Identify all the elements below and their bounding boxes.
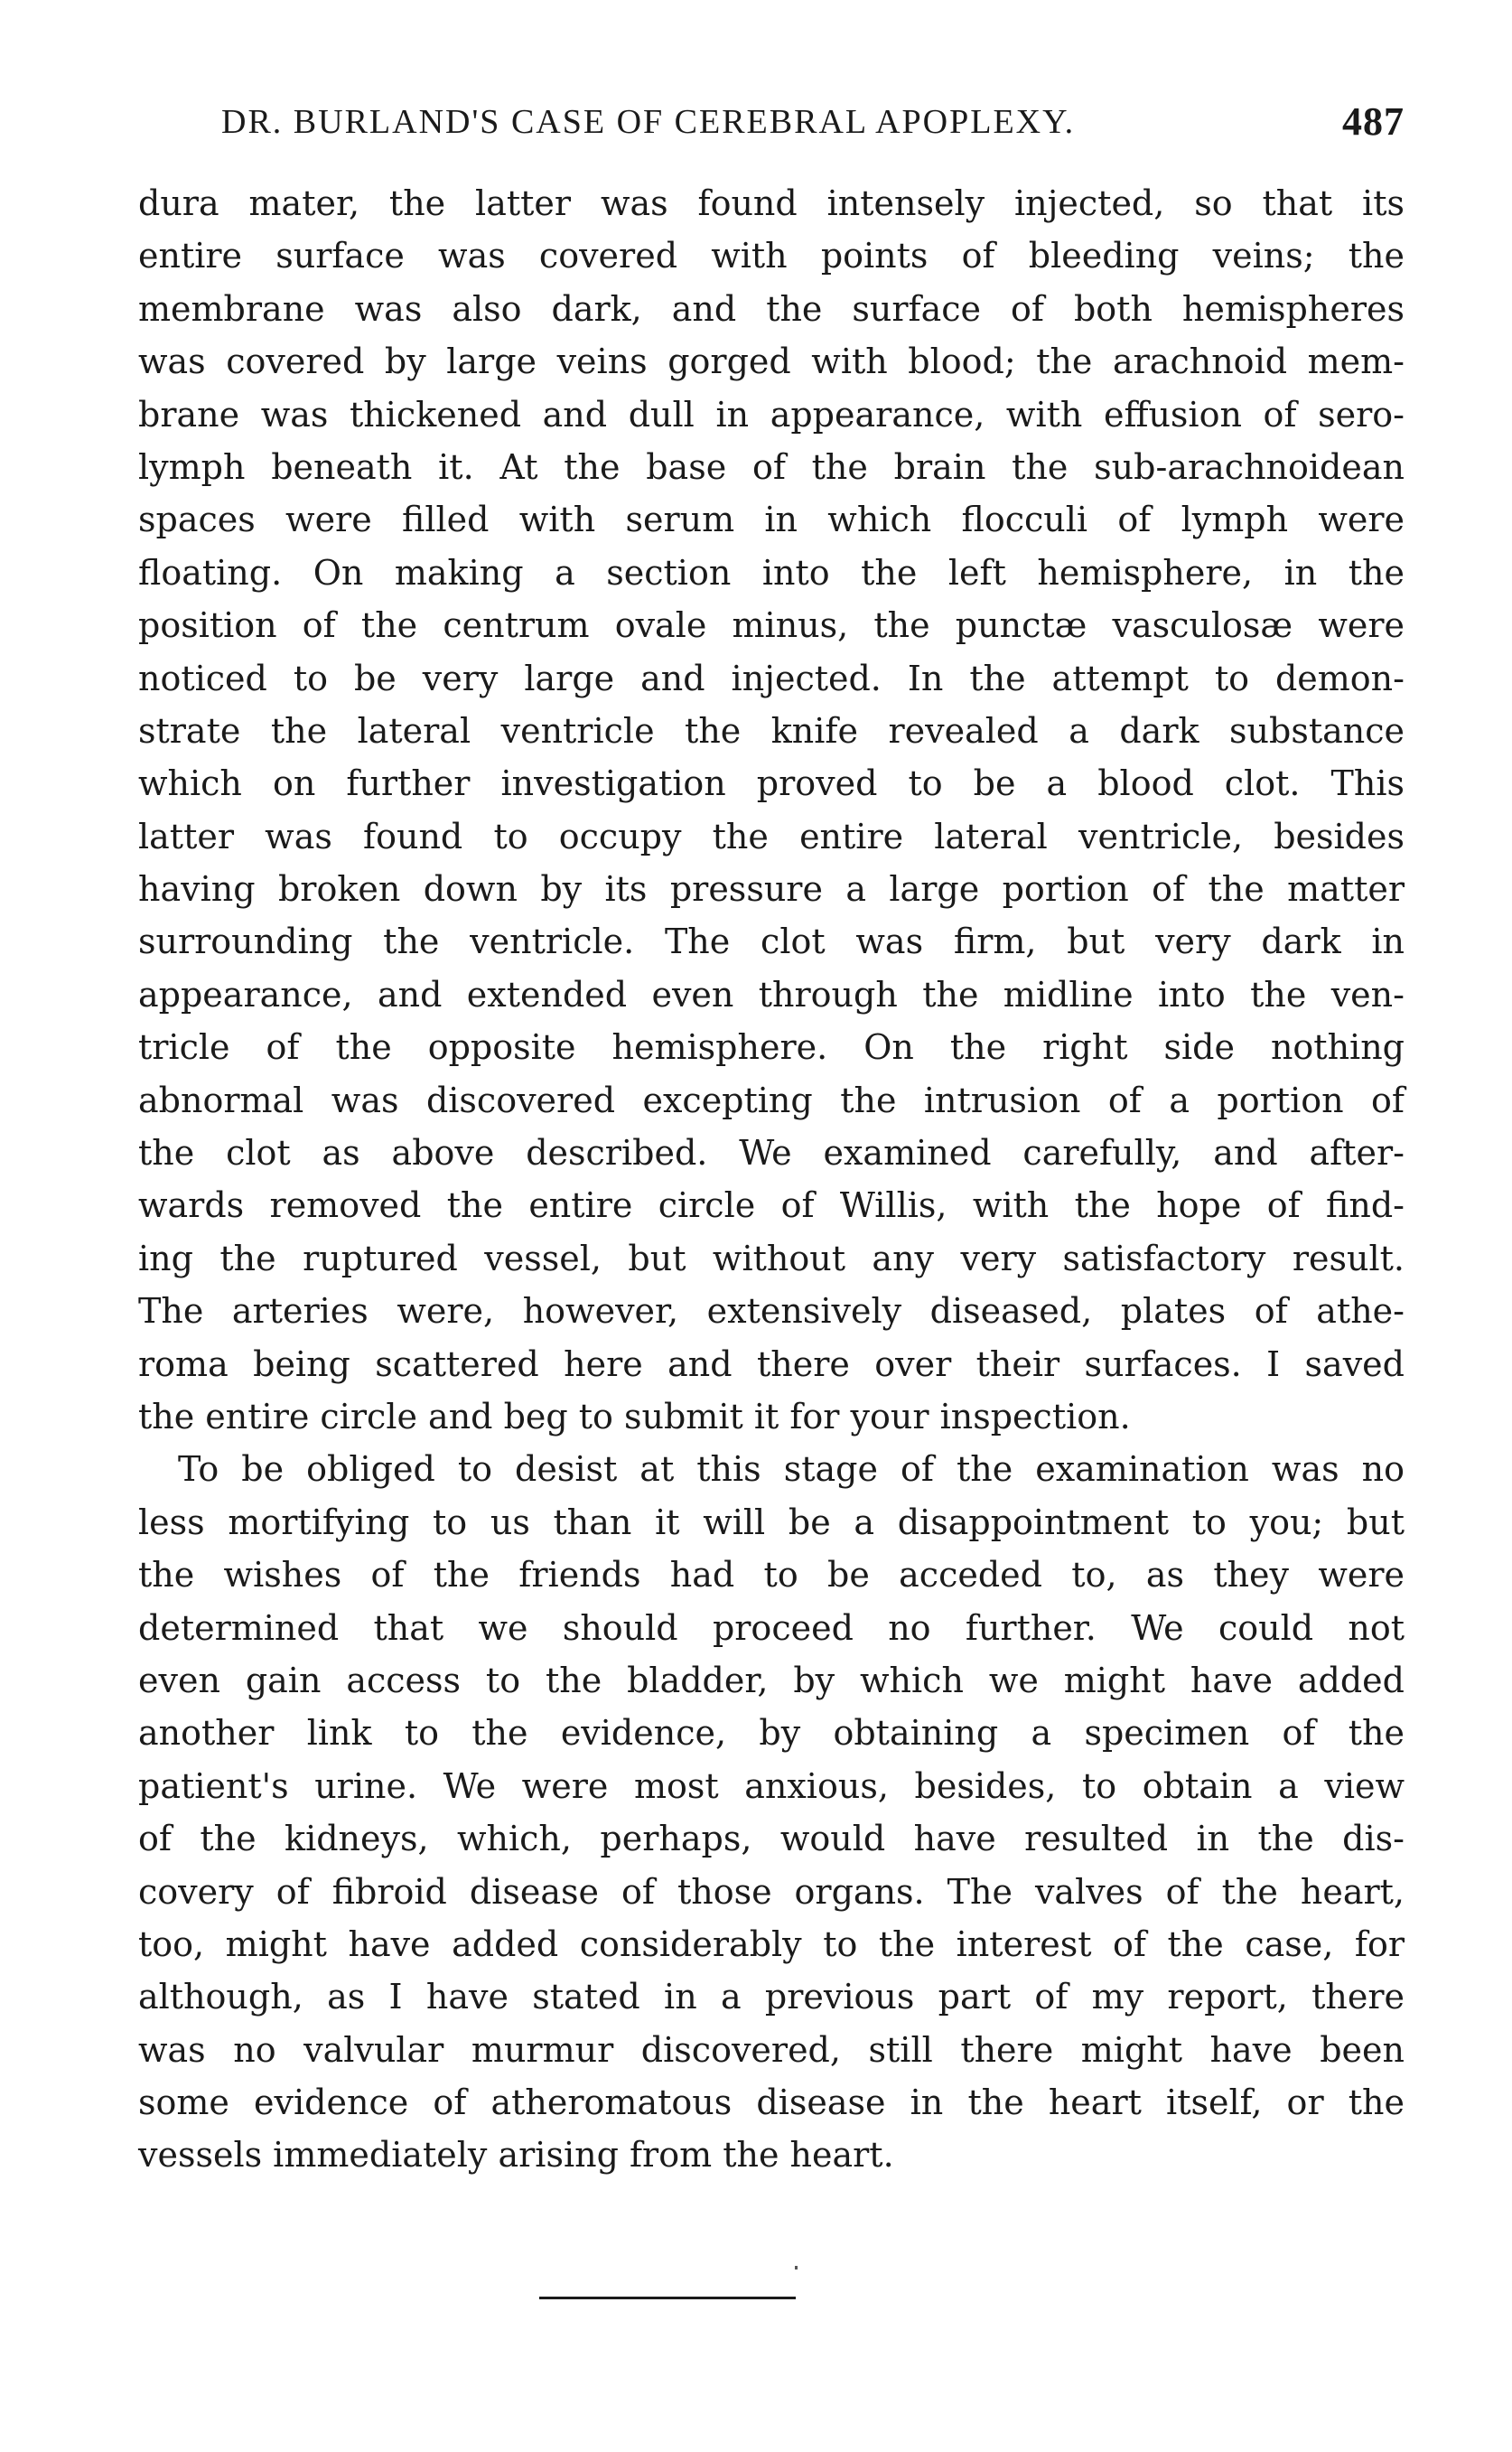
text-line: some evidence of atheromatous disease in the heart itself, or the [138, 2082, 1405, 2123]
text-line: brane was thickened and dull in appearance, with effusion of sero- [138, 394, 1405, 435]
text-line: abnormal was discovered excepting the intrusion of a portion of [138, 1080, 1405, 1120]
body-text [138, 177, 1405, 2182]
text-line: wards removed the entire circle of Willis, with the hope of find- [138, 1185, 1405, 1226]
print-speck [795, 2266, 798, 2270]
text-line: dura mater, the latter was found intensely injected, so that its [138, 183, 1405, 223]
text-line: the entire circle and beg to submit it for your inspection. [138, 1396, 1131, 1437]
text-line: although, as I have stated in a previous part of my report, there [138, 1977, 1405, 2017]
text-line: determined that we should proceed no further. We could not [138, 1607, 1405, 1648]
text-line: ing the ruptured vessel, but without any very satisfactory result. [138, 1238, 1405, 1278]
text-line: noticed to be very large and injected. In the attempt to demon- [138, 658, 1405, 698]
text-line: surrounding the ventricle. The clot was firm, but very dark in [138, 922, 1405, 962]
text-line: To be obliged to desist at this stage of the examination was no [178, 1449, 1405, 1490]
text-line: the clot as above described. We examined carefully, and after- [138, 1133, 1405, 1174]
text-line: entire surface was covered with points of bleeding veins; the [138, 236, 1405, 276]
text-line: The arteries were, however, extensively diseased, plates of athe- [138, 1291, 1405, 1332]
text-line: tricle of the opposite hemisphere. On the right side nothing [138, 1027, 1405, 1068]
text-line: having broken down by its pressure a large portion of the matter [138, 869, 1405, 910]
text-line: position of the centrum ovale minus, the punctæ vasculosæ were [138, 605, 1405, 646]
text-line: spaces were filled with serum in which flocculi of lymph were [138, 500, 1405, 540]
text-line: appearance, and extended even through the midline into the ven- [138, 974, 1405, 1015]
text-line: which on further investigation proved to be a blood clot. This [138, 763, 1405, 804]
text-line: another link to the evidence, by obtaining a specimen of the [138, 1713, 1405, 1754]
text-line: latter was found to occupy the entire lateral ventricle, besides [138, 816, 1405, 856]
text-line: less mortifying to us than it will be a disappointment to you; but [138, 1502, 1405, 1542]
page-number: 487 [1342, 99, 1405, 144]
running-title: DR. BURLAND'S CASE OF CEREBRAL APOPLEXY. [221, 103, 1076, 141]
text-line: strate the lateral ventricle the knife revealed a dark substance [138, 710, 1405, 751]
running-head [221, 98, 1405, 146]
text-line: was no valvular murmur discovered, still there might have been [138, 2029, 1405, 2070]
text-line: of the kidneys, which, perhaps, would have resulted in the dis- [138, 1819, 1405, 1859]
text-line: even gain access to the bladder, by which we might have added [138, 1660, 1405, 1700]
text-line: vessels immediately arising from the heart. [138, 2135, 894, 2176]
footer-rule [539, 2297, 796, 2299]
paragraph [138, 177, 1405, 1443]
text-line: covery of fibroid disease of those organs. The valves of the heart, [138, 1871, 1405, 1912]
text-line: too, might have added considerably to the interest of the case, for [138, 1923, 1405, 1964]
text-line: floating. On making a section into the left hemisphere, in the [138, 552, 1405, 593]
text-line: lymph beneath it. At the base of the brain the sub-arachnoidean [138, 446, 1405, 487]
text-line: membrane was also dark, and the surface of both hemispheres [138, 288, 1405, 329]
text-line: the wishes of the friends had to be acceded to, as they were [138, 1555, 1405, 1596]
text-line: roma being scattered here and there over their surfaces. I saved [138, 1343, 1405, 1384]
text-line: was covered by large veins gorged with blood; the arachnoid mem- [138, 342, 1405, 382]
paragraph [138, 1443, 1405, 2181]
text-line: patient's urine. We were most anxious, besides, to obtain a view [138, 1765, 1405, 1806]
